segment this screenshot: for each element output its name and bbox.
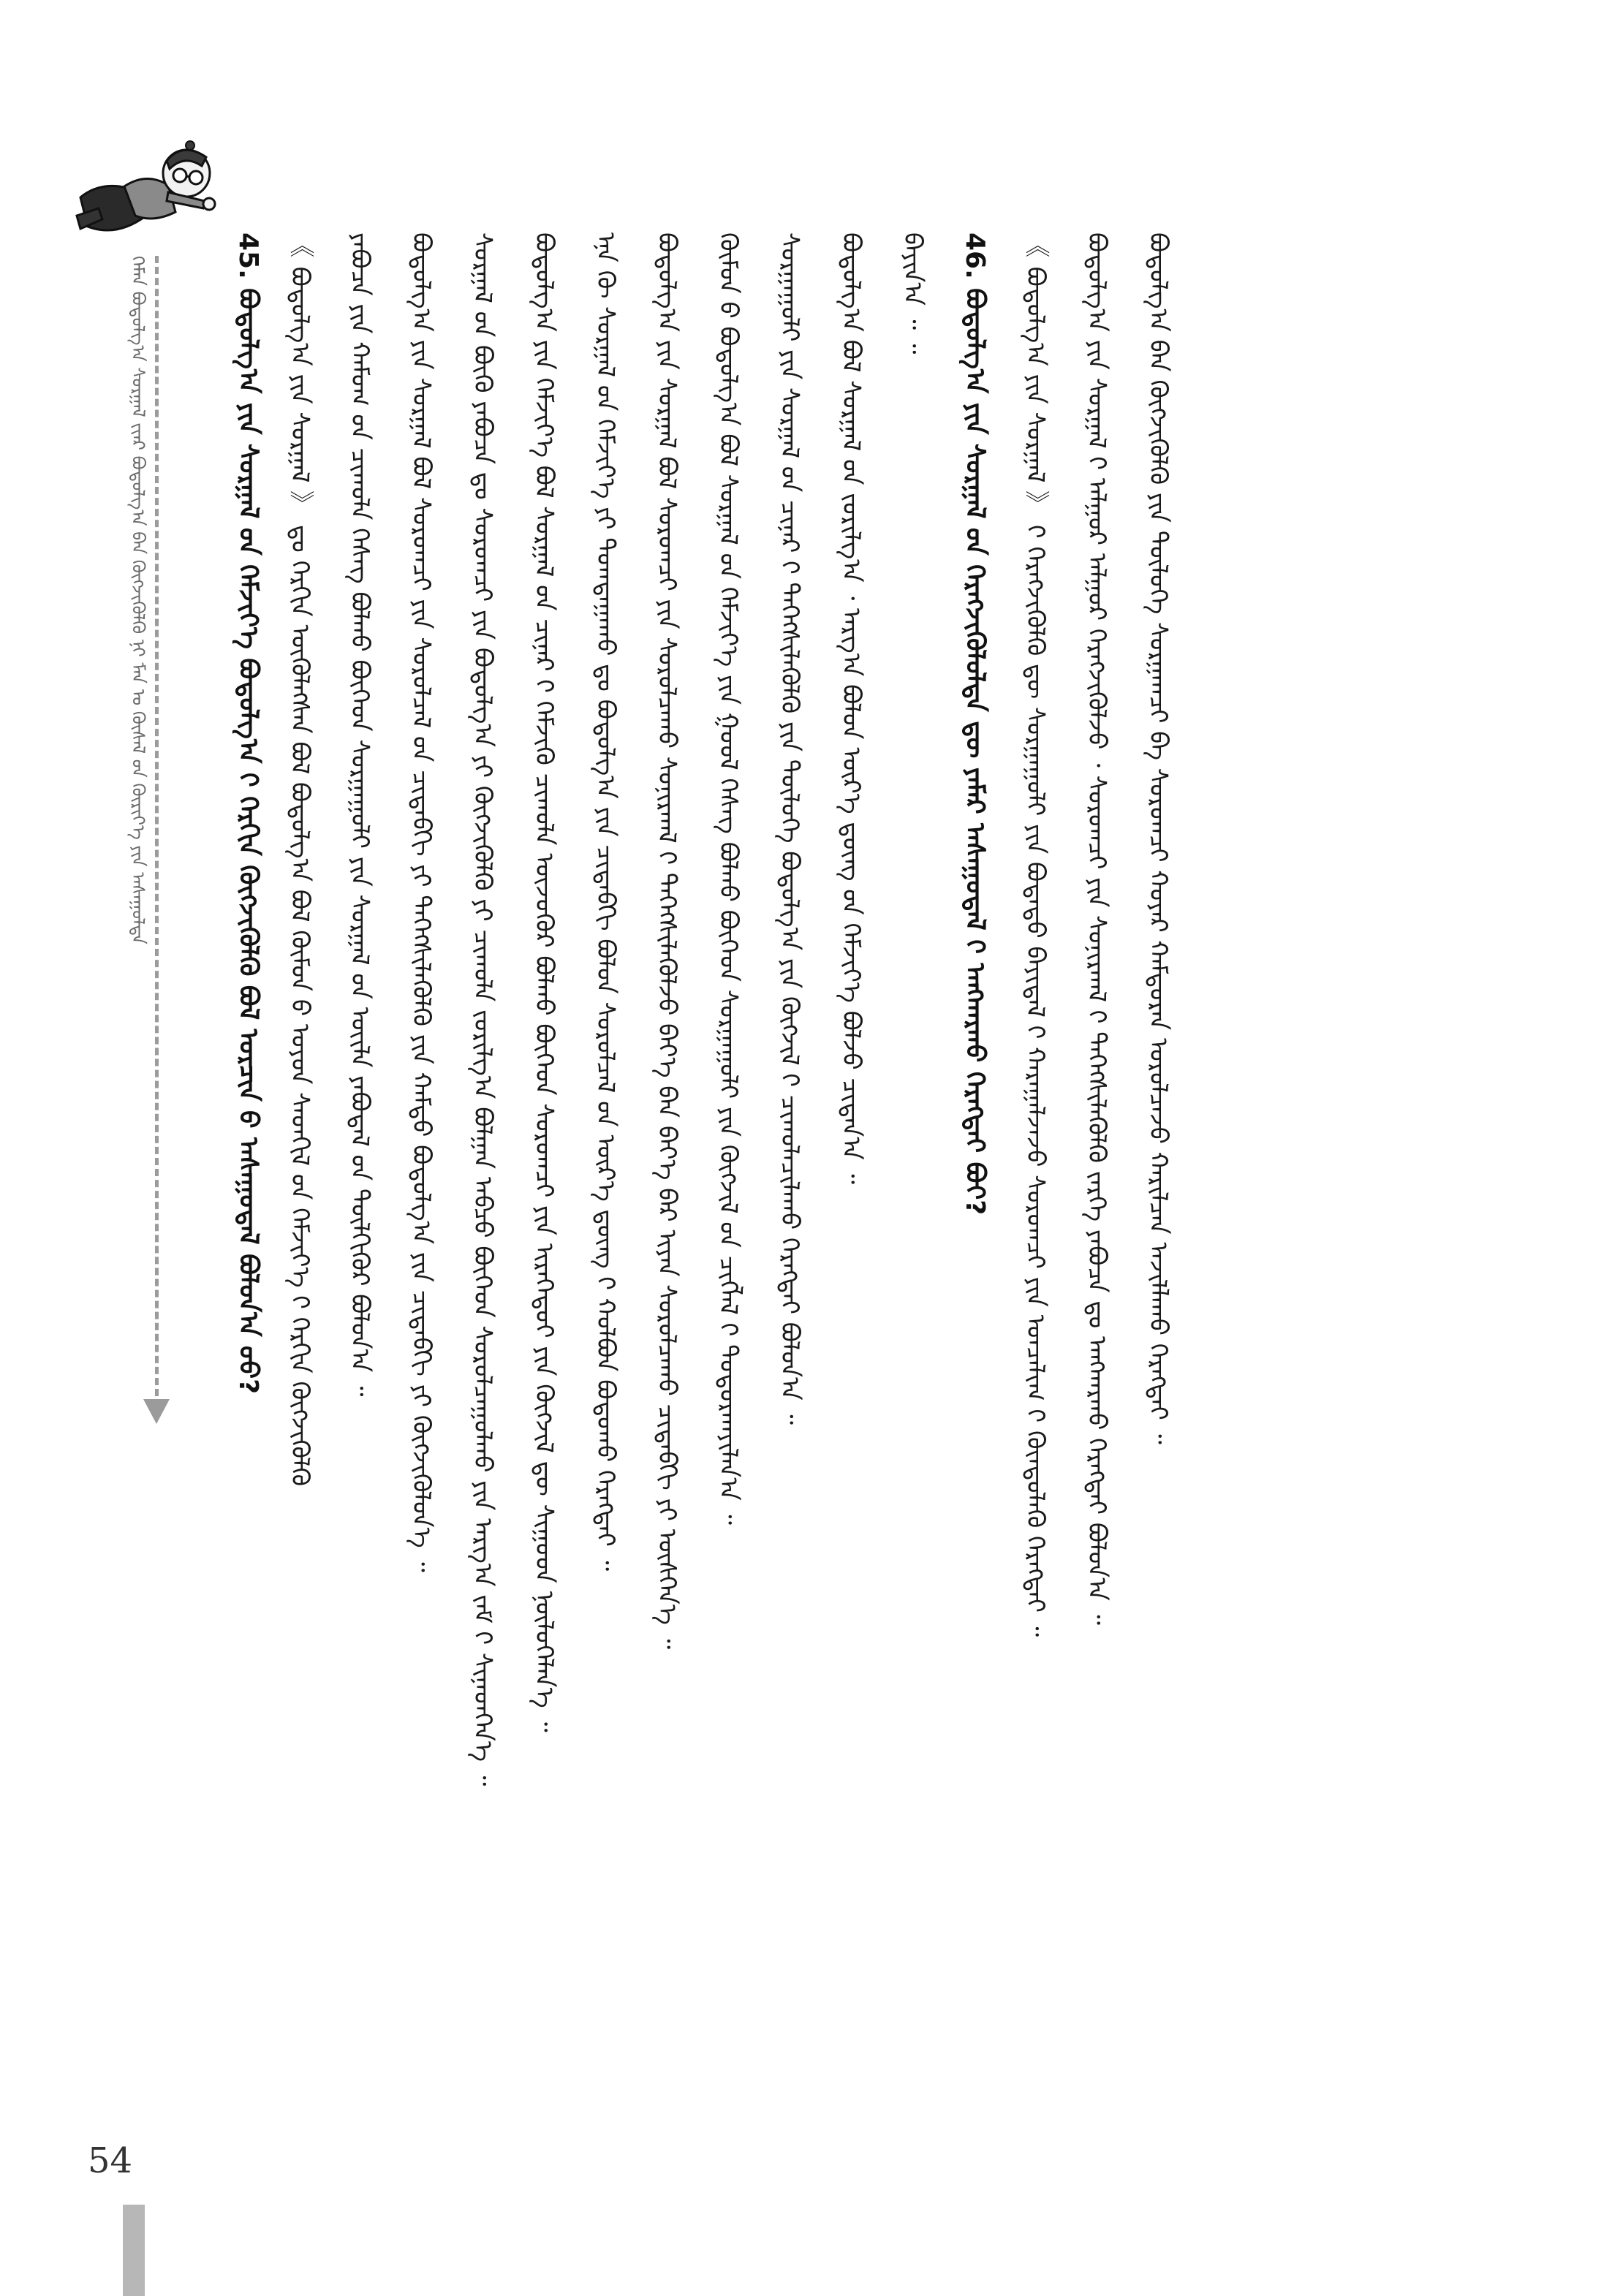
body-line: ᠪᠣᠳᠣᠯᠭ᠎ᠠ ᠶᠢᠨ ᠬᠡᠮᠵᠢᠶ᠎ᠡ ᠪᠣᠯ ᠰᠤᠷᠭᠠᠯ ᠤ᠋ᠨ ᠴᠢᠨᠠᠷ ᠢ᠋ ᠬᠡᠮᠵᠢᠬᠦ ᠴᠢᠬᠤᠯᠠ ᠦᠵᠦᠭᠦᠷ ᠪᠣᠯᠬᠤ ᠪᠥᠭᠡᠳ ᠰᠤᠷᠤᠭᠴᠢ ᠶᠢᠨ ᠢᠷᠡᠭᠡᠳᠦᠢ ᠶᠢᠨ ᠬᠥᠭᠵᠢᠯ ᠳᠦ ᠰᠢᠭᠤᠳ ᠨᠥᠯᠦᠭᠡᠯᠡᠨ᠎ᠡ ᠃ (529, 232, 559, 1732)
body-line: 46. ᠪᠣᠳᠣᠯᠭ᠎ᠠ ᠶᠢᠨ ᠰᠤᠷᠭᠠᠯ ᠤ᠋ᠨ ᠬᠡᠷᠡᠭᠵᠢᠭᠦᠯᠦᠯᠲᠡ ᠳᠦ ᠶᠠᠮᠠᠷ ᠠᠰᠠᠭᠤᠳᠠᠯ ᠢ᠋ ᠠᠩᠬᠠᠷᠬᠤ ᠬᠡᠷᠡᠭᠲᠡᠢ ᠪᠣᠢ? (960, 232, 990, 1216)
body-line: ᠬᠦᠮᠦᠨ ᠤ᠋ ᠪᠣᠳᠣᠯᠭ᠎ᠠ ᠪᠣᠯ ᠰᠤᠷᠭᠠᠯ ᠤ᠋ᠨ ᠬᠡᠮᠵᠢᠶ᠎ᠡ ᠶᠢᠨ ᠭᠣᠣᠯ ᠬᠡᠰᠡᠭ ᠪᠣᠯᠬᠤ ᠪᠥᠭᠡᠳ ᠰᠤᠷᠭᠠᠭᠤᠯᠢ ᠶᠢᠨ ᠬᠥᠭᠵᠢᠯ ᠤ᠋ᠨ ᠴᠢᠭᠯᠡᠯ ᠢ᠋ ᠲᠣᠳᠤᠷᠬᠠᠶᠢᠯᠠᠨ᠎ᠠ ᠃ (714, 232, 743, 1526)
running-header-text: ᠬᠡᠮᠡᠨ ᠪᠣᠳᠣᠯᠭ᠎ᠠ ᠰᠤᠷᠭᠠᠯ ᠢ᠋ᠶ᠋ᠠᠷ ᠪᠣᠳᠣᠯᠭ᠎ᠠ ᠪᠡᠨ ᠬᠥᠭᠵᠢᠭᠦᠯᠬᠦ ᠨᠢ ᠮᠠᠨ ᠤ ᠬᠦᠰᠡᠯ ᠤ᠋ᠨ ᠬᠦᠷᠢᠶ᠎ᠡ ᠶᠢᠨ ᠠᠰᠠᠭᠤᠯᠲᠠ (128, 256, 148, 944)
flying-boy-with-glasses-icon (66, 128, 219, 252)
running-header (123, 256, 152, 1396)
page-edge-bar (123, 2205, 145, 2296)
body-line: ᠪᠠᠶᠢᠨ᠎ᠠ ᠃ ᠃ (898, 232, 927, 355)
body-line: ᠶᠠᠪᠤᠴᠠ ᠶᠢᠨ ᠬᠠᠮᠤᠭ ᠤ᠋ᠨ ᠴᠢᠬᠤᠯᠠ ᠬᠡᠰᠡᠭ ᠪᠣᠯᠬᠤ ᠪᠥᠭᠡᠳ ᠰᠤᠷᠭᠠᠭᠤᠯᠢ ᠶᠢᠨ ᠰᠤᠷᠭᠠᠯ ᠤ᠋ᠨ ᠦᠢᠯᠡ ᠶᠠᠪᠤᠳᠠᠯ ᠤ᠋ᠨ ᠲᠦᠯᠬᠢᠭᠦᠷ ᠪᠣᠯᠤᠨ᠎ᠠ ᠃ (345, 232, 374, 1397)
body-line: ᠪᠣᠳᠣᠯᠭ᠎ᠠ ᠪᠡᠨ ᠬᠥᠭᠵᠢᠭᠦᠯᠬᠦ ᠶᠢᠨ ᠲᠥᠯᠦᠭᠡ ᠰᠤᠷᠭᠠᠭᠴᠢ ᠪᠠ ᠰᠤᠷᠤᠭᠴᠢ ᠬᠣᠶᠠᠷ ᠬᠠᠮᠲᠤᠷᠠᠨ ᠣᠷᠤᠯᠴᠠᠵᠤ ᠬᠠᠷᠢᠯᠴᠠᠨ ᠠᠵᠢᠯᠯᠠᠬᠤ ᠬᠡᠷᠡᠭᠲᠡᠢ ᠃ (1143, 232, 1173, 1444)
body-line: ᠪᠣᠳᠣᠯᠭ᠎ᠠ ᠶᠢᠨ ᠰᠤᠷᠭᠠᠯ ᠪᠣᠯ ᠰᠤᠷᠤᠭᠴᠢ ᠶᠢᠨ ᠰᠤᠷᠤᠯᠴᠠᠯ ᠤ᠋ᠨ ᠴᠢᠳᠠᠪᠬᠢ ᠶᠢ ᠳᠡᠭᠡᠭᠰᠢᠯᠡᠭᠦᠯᠬᠦ ᠶᠢᠨ ᠬᠠᠮᠲᠤ ᠪᠣᠳᠣᠯᠭ᠎ᠠ ᠶᠢᠨ ᠴᠢᠳᠠᠪᠬᠢ ᠶᠢ ᠬᠥᠭᠵᠢᠭᠦᠯᠦᠨ᠎ᠡ ᠃ (406, 232, 436, 1572)
body-line: ᠡᠨᠡ ᠬᠦ ᠰᠤᠷᠭᠠᠯ ᠤ᠋ᠨ ᠬᠡᠮᠵᠢᠶ᠎ᠡ ᠶᠢ ᠲᠣᠭᠲᠠᠭᠠᠬᠤ ᠳᠤ ᠪᠣᠳᠣᠯᠭ᠎ᠠ ᠶᠢᠨ ᠴᠢᠳᠠᠪᠬᠢ ᠪᠣᠯᠤᠨ ᠰᠤᠷᠤᠯᠴᠠᠯ ᠤ᠋ᠨ ᠦᠷ᠎ᠡ ᠳ᠋ᠦᠩ ᠢ᠋ ᠬᠣᠯᠪᠣᠨ ᠪᠣᠳᠤᠬᠤ ᠬᠡᠷᠡᠭᠲᠡᠢ ᠃ (591, 232, 620, 1572)
page-body (219, 232, 1462, 2162)
header-dashed-rule (155, 256, 159, 1396)
body-line: ᠪᠣᠳᠣᠯᠭ᠎ᠠ ᠪᠣᠯ ᠰᠤᠷᠭᠠᠯ ᠤ᠋ᠨ ᠵᠣᠷᠢᠯᠭ᠎ᠠ ᠂ ᠠᠷᠭ᠎ᠠ ᠪᠣᠯᠤᠨ ᠦᠷ᠎ᠡ ᠳ᠋ᠦᠩ ᠤ᠋ᠨ ᠬᠡᠮᠵᠢᠶ᠎ᠡ ᠪᠣᠯᠵᠤ ᠴᠢᠳᠠᠨ᠎ᠠ ᠃ (836, 232, 866, 1185)
body-line: ᠪᠣᠳᠣᠯᠭ᠎ᠠ ᠶᠢᠨ ᠰᠤᠷᠭᠠᠯ ᠪᠣᠯ ᠰᠤᠷᠤᠭᠴᠢ ᠶᠢᠨ ᠰᠤᠷᠤᠯᠴᠠᠬᠤ ᠰᠣᠨᠢᠷᠬᠠᠯ ᠢ᠋ ᠳᠡᠭᠡᠭᠰᠢᠯᠡᠭᠦᠯᠵᠦ ᠪᠡᠶ᠎ᠡ ᠪᠡᠨ ᠪᠡᠶ᠎ᠡ ᠪᠡᠷ ᠢᠶᠠᠨ ᠰᠤᠷᠤᠯᠴᠠᠬᠤ ᠴᠢᠳᠠᠪᠬᠢ ᠶᠢ ᠥᠰᠬᠡᠨ᠎ᠡ ᠃ (652, 232, 681, 1650)
header-arrow-icon (143, 1399, 170, 1424)
body-line: 45. ᠪᠣᠳᠣᠯᠭ᠎ᠠ ᠶᠢᠨ ᠰᠤᠷᠭᠠᠯ ᠤ᠋ᠨ ᠬᠡᠮᠵᠢᠶ᠎ᠡ ᠪᠣᠳᠣᠯᠭ᠎ᠠ ᠢ᠋ ᠬᠡᠷᠬᠢᠨ ᠬᠥᠭᠵᠢᠭᠦᠯᠬᠦ ᠪᠣᠯ ᠣᠷᠴᠢᠨ ᠤ᠋ ᠠᠰᠠᠭᠤᠳᠠᠯ ᠪᠣᠯᠤᠨ᠎ᠠ ᠤᠤ? (233, 232, 263, 1394)
page-number: 54 (88, 2140, 133, 2181)
body-line: 《 ᠪᠣᠳᠣᠯᠭ᠎ᠠ ᠶᠢᠨ ᠰᠤᠷᠭᠠᠯ 》 ᠳᠤ ᠬᠡᠷᠬᠢᠨ ᠦᠭᠦᠯᠡᠭᠰᠡᠨ ᠪᠣᠯ ᠪᠣᠳᠣᠯᠭ᠎ᠠ ᠪᠣᠯ ᠬᠦᠮᠦᠨ ᠤ᠋ ᠤᠶᠤᠨ ᠰᠡᠳᠬᠢᠯ ᠤ᠋ᠨ ᠬᠡᠮᠵᠢᠶ᠎ᠡ ᠢ᠋ ᠬᠡᠷᠬᠢᠨ ᠬᠥᠭᠵᠢᠭᠦᠯᠬᠦ (285, 232, 314, 1487)
body-line: 《 ᠪᠣᠳᠣᠯᠭ᠎ᠠ ᠶᠢᠨ ᠰᠤᠷᠭᠠᠯ 》 ᠢ᠋ ᠬᠡᠷᠡᠭᠵᠢᠭᠦᠯᠬᠦ ᠳᠦ ᠰᠤᠷᠭᠠᠭᠤᠯᠢ ᠶᠢᠨ ᠪᠣᠳᠠᠲᠤ ᠪᠠᠶᠢᠳᠠᠯ ᠢ᠋ ᠬᠠᠷᠠᠭᠠᠯᠵᠠᠵᠤ ᠰᠤᠷᠤᠭᠴᠢ ᠶᠢᠨ ᠣᠨᠴᠠᠯᠢᠭ ᠢ᠋ ᠬᠦᠨᠳᠦᠯᠡᠬᠦ ᠬᠡᠷᠡᠭᠲᠡᠢ ᠃ (1021, 232, 1050, 1637)
body-line: ᠰᠤᠷᠭᠠᠯ ᠤ᠋ᠨ ᠪᠦᠬᠦ ᠶᠠᠪᠤᠴᠠ ᠳᠤ ᠰᠤᠷᠤᠭᠴᠢ ᠶᠢᠨ ᠪᠣᠳᠣᠯᠭ᠎ᠠ ᠶᠢ ᠬᠥᠭᠵᠢᠭᠦᠯᠬᠦ ᠶᠢ ᠴᠢᠬᠤᠯᠠ ᠵᠣᠷᠢᠯᠭ᠎ᠠ ᠪᠣᠯᠭᠠᠨ ᠠᠪᠴᠤ ᠪᠥᠭᠡᠳ ᠰᠤᠷᠤᠯᠴᠠᠭᠤᠯᠬᠤ ᠶᠢᠨ ᠠᠷᠭ᠎ᠠ ᠵᠠᠮ ᠢ᠋ ᠰᠢᠨᠡᠳᠬᠡᠨ᠎ᠡ ᠃ (468, 232, 497, 1787)
body-line: ᠪᠣᠳᠣᠯᠭ᠎ᠠ ᠶᠢᠨ ᠰᠤᠷᠭᠠᠯ ᠢ᠋ ᠠᠯᠭᠤᠷ ᠠᠯᠭᠤᠷ ᠬᠡᠷᠡᠭᠵᠢᠭᠦᠯᠵᠦ ᠂ ᠰᠤᠷᠤᠭᠴᠢ ᠶᠢᠨ ᠰᠣᠨᠢᠷᠬᠠᠯ ᠢ᠋ ᠳᠡᠭᠡᠭᠰᠢᠯᠡᠭᠦᠯᠬᠦ ᠵᠡᠷᠭᠡ ᠶᠠᠪᠤᠴᠠ ᠳᠤ ᠠᠩᠬᠠᠷᠬᠤ ᠬᠡᠷᠡᠭᠲᠡᠢ ᠪᠣᠯᠤᠨ᠎ᠠ ᠃ (1082, 232, 1111, 1626)
body-line: ᠰᠤᠷᠭᠠᠭᠤᠯᠢ ᠶᠢᠨ ᠰᠤᠷᠭᠠᠯ ᠤ᠋ᠨ ᠴᠢᠨᠠᠷ ᠢ᠋ ᠳᠡᠭᠡᠭᠰᠢᠯᠡᠭᠦᠯᠬᠦ ᠶᠢᠨ ᠲᠥᠯᠦᠭᠡ ᠪᠣᠳᠣᠯᠭ᠎ᠠ ᠶᠢᠨ ᠬᠥᠭᠵᠢᠯ ᠢ᠋ ᠴᠢᠬᠤᠯᠠᠴᠢᠯᠠᠬᠤ ᠬᠡᠷᠡᠭᠲᠡᠢ ᠪᠣᠯᠤᠨ᠎ᠠ ᠃ (775, 232, 804, 1425)
